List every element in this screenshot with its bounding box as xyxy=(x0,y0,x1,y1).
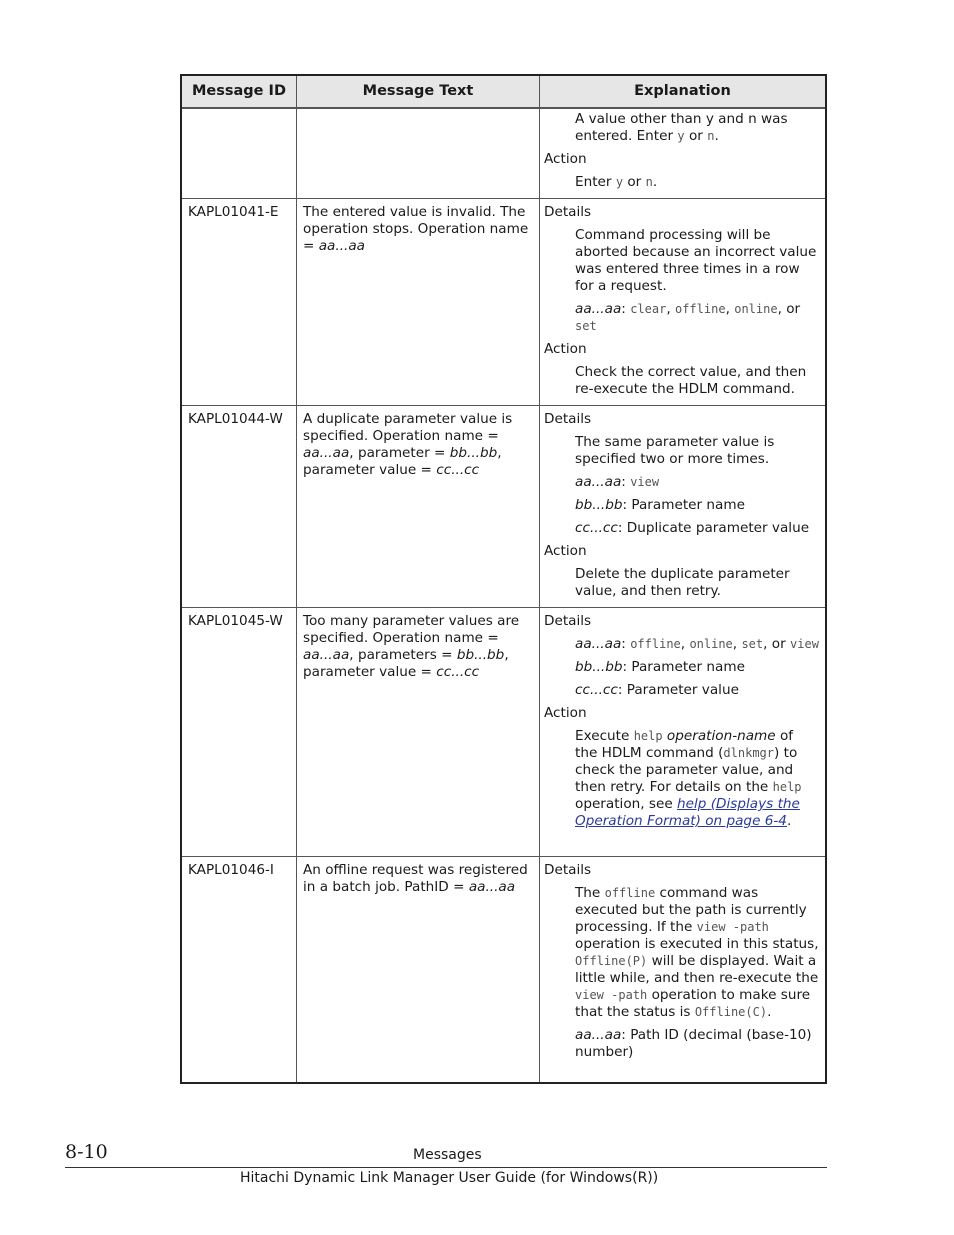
help-operation-link[interactable]: help (Displays the Operation Format) on page 6-4 xyxy=(575,796,800,829)
section-title: Messages xyxy=(413,1147,482,1163)
details-label: Details xyxy=(544,204,592,220)
cont-action-label: Action xyxy=(544,151,587,167)
details-variable: bb...bb: Parameter name xyxy=(575,497,745,513)
cont-text-cell xyxy=(297,109,540,198)
messages-table xyxy=(180,74,827,1084)
details-variable: bb...bb: Parameter name xyxy=(575,659,745,675)
explanation xyxy=(540,608,825,856)
cont-paragraph: A value other than y and n was entered. Enter y or n. xyxy=(575,111,788,144)
details-label: Details xyxy=(544,613,592,629)
header-message-text: Message Text xyxy=(297,76,540,107)
cont-explanation-cell xyxy=(540,109,825,198)
details-text: The same parameter value is specified two or more times. xyxy=(575,434,775,467)
table-row xyxy=(182,198,825,405)
details-label: Details xyxy=(544,862,592,878)
page-number: 8-10 xyxy=(65,1141,108,1163)
cont-action-text: Enter y or n. xyxy=(575,174,658,190)
details-variable: aa...aa: Path ID (decimal (base-10) number) xyxy=(575,1027,812,1060)
message-text: A duplicate parameter value is specified. Operation name = aa...aa, parameter = bb...bb, parameter value = cc...cc xyxy=(297,406,540,607)
details-label: Details xyxy=(544,411,592,427)
action-label: Action xyxy=(544,705,587,721)
details-variable: aa...aa: clear, offline, online, or set xyxy=(575,301,801,333)
action-label: Action xyxy=(544,543,587,559)
header-explanation: Explanation xyxy=(634,83,731,99)
message-text: An offline request was registered in a batch job. PathID = aa...aa xyxy=(297,857,540,1082)
message-id: KAPL01045-W xyxy=(182,608,297,856)
message-text: Too many parameter values are specified. Operation name = aa...aa, parameters = bb...bb, parameter value = cc...cc xyxy=(297,608,540,856)
action-text: Execute help operation-name of the HDLM command (dlnkmgr) to check the parameter value, and then retry. For details on the help operation, see help (Displays the Operation Format) on page 6-4. xyxy=(575,728,802,829)
message-id: KAPL01044-W xyxy=(182,406,297,607)
action-text: Check the correct value, and then re-execute the HDLM command. xyxy=(575,364,807,397)
message-text: The entered value is invalid. The operation stops. Operation name = aa...aa xyxy=(297,199,540,405)
action-text: Delete the duplicate parameter value, and then retry. xyxy=(575,566,790,599)
details-variable: cc...cc: Parameter value xyxy=(575,682,739,698)
explanation xyxy=(540,406,825,607)
table-row-continued xyxy=(182,108,825,198)
details-text: The offline command was executed but the path is currently processing. If the view -path operation is executed in this status, Offline(P) will be displayed. Wait a little while, and then re-execute the view -path operation to make sure that the status is Offline(C). xyxy=(575,885,819,1020)
details-variable: cc...cc: Duplicate parameter value xyxy=(575,520,810,536)
table-header-row xyxy=(182,76,825,108)
details-variable: aa...aa: view xyxy=(575,474,660,490)
table-row xyxy=(182,405,825,607)
cont-id-cell xyxy=(182,109,297,198)
explanation xyxy=(540,857,825,1082)
details-variable: aa...aa: offline, online, set, or view xyxy=(575,636,819,652)
message-id: KAPL01046-I xyxy=(182,857,297,1082)
message-id: KAPL01041-E xyxy=(182,199,297,405)
action-label: Action xyxy=(544,341,587,357)
header-message-id: Message ID xyxy=(182,76,297,107)
table-row xyxy=(182,607,825,856)
footer-divider xyxy=(65,1167,827,1168)
table-row xyxy=(182,856,825,1082)
details-text: Command processing will be aborted because an incorrect value was entered three times in a row for a request. xyxy=(575,227,817,294)
explanation xyxy=(540,199,825,405)
book-title: Hitachi Dynamic Link Manager User Guide (for Windows(R)) xyxy=(240,1170,659,1186)
